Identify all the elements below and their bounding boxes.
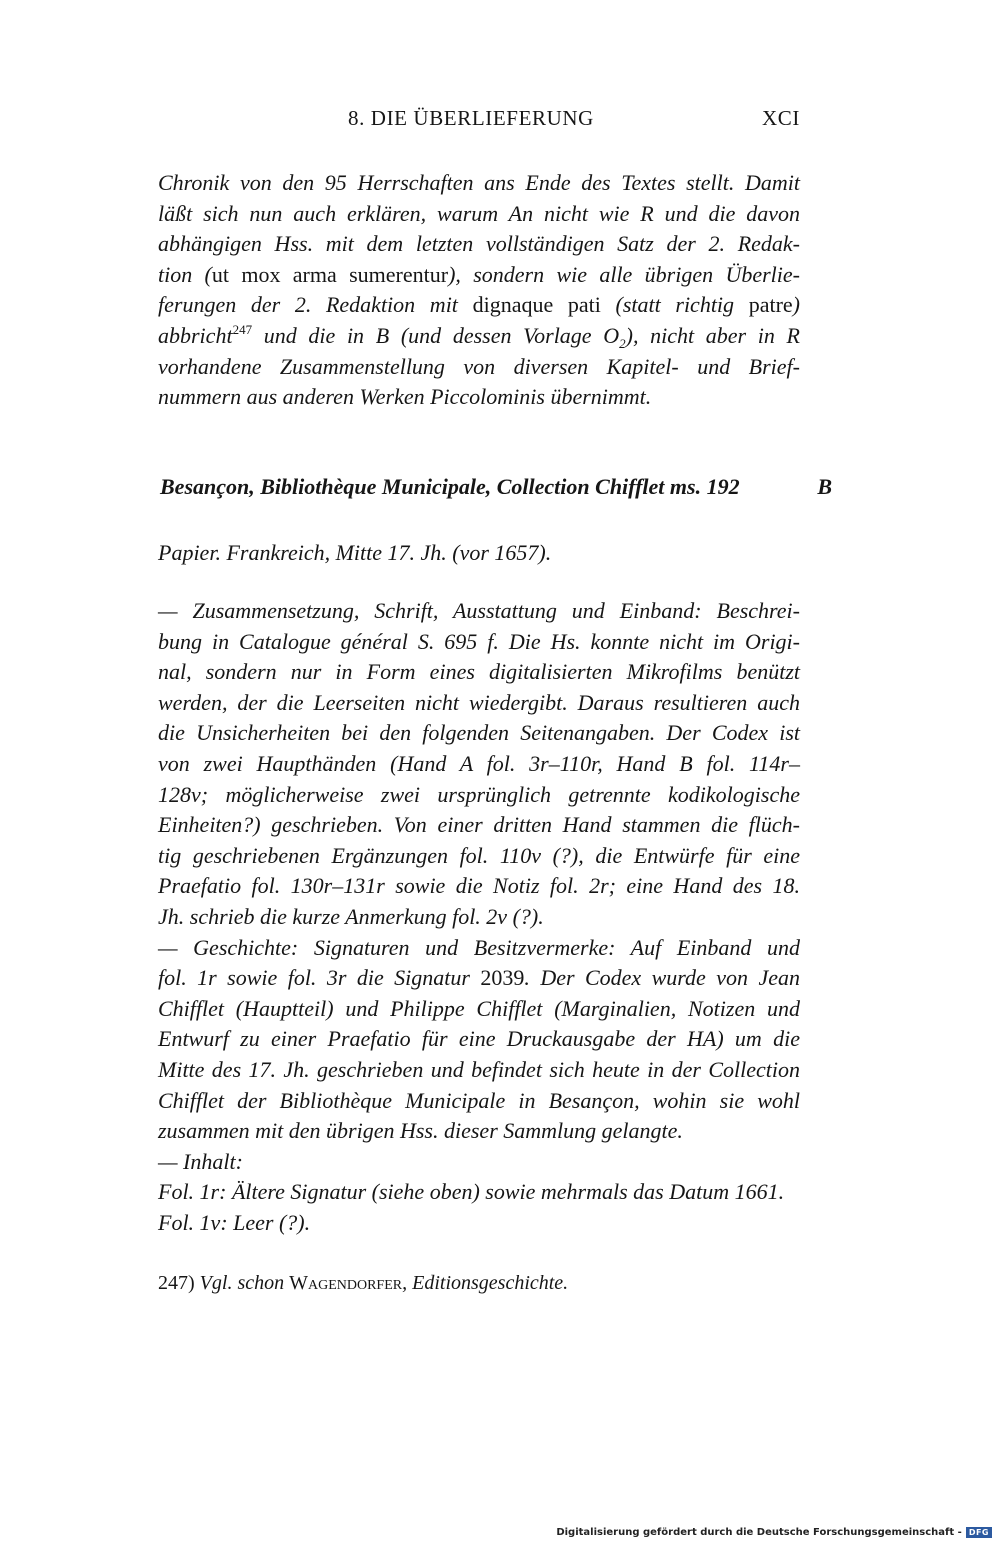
text-line: Chifflet (Hauptteil) und Philippe Chifflet (Marginalien, Notizen und bbox=[158, 995, 800, 1021]
digitization-credit bbox=[556, 1527, 992, 1538]
quoted-latin: dignaque pati bbox=[472, 292, 601, 318]
text-line: läßt sich nun auch erklären, warum An nicht wie R und die davon bbox=[158, 200, 800, 226]
text-line: nummern aus anderen Werken Piccolominis übernimmt. bbox=[158, 384, 652, 410]
text-line: Entwurf zu einer Praefatio für eine Druckausgabe der HA) um die bbox=[158, 1026, 800, 1052]
footnote-marker[interactable]: 247 bbox=[232, 321, 253, 337]
manuscript-title: Besançon, Bibliothèque Municipale, Collection Chifflet ms. 192 bbox=[160, 474, 740, 499]
text-run: ), nicht aber in R bbox=[625, 322, 800, 348]
text-line: abhängigen Hss. mit dem letzten vollständigen Satz der 2. Redak- bbox=[158, 231, 800, 257]
text-line: — Inhalt: bbox=[158, 1148, 243, 1174]
text-line: Mitte des 17. Jh. geschrieben und befindet sich heute in der Collection bbox=[158, 1056, 800, 1082]
text-line bbox=[158, 290, 800, 321]
text-line: Jh. schrieb die kurze Anmerkung fol. 2v (?). bbox=[158, 903, 544, 929]
text-line: Fol. 1r: Ältere Signatur (siehe oben) sowie mehrmals das Datum 1661. bbox=[158, 1179, 785, 1205]
text-run: fol. 1r sowie fol. 3r die Signatur bbox=[158, 965, 481, 991]
paragraph-continuation bbox=[158, 168, 800, 413]
footnote-line bbox=[158, 1268, 800, 1299]
text-line bbox=[158, 963, 800, 994]
running-head-title: 8. DIE ÜBERLIEFERUNG bbox=[348, 106, 594, 130]
text-run: . Der Codex wurde von Jean bbox=[524, 965, 800, 991]
text-run: abbricht bbox=[158, 322, 233, 348]
text-line: nal, sondern nur in Form eines digitalisierten Mikrofilms benützt bbox=[158, 659, 800, 685]
footnote-number: 247) bbox=[158, 1272, 195, 1294]
text-line bbox=[158, 321, 800, 352]
text-line: die Unsicherheiten bei den folgenden Seitenangaben. Der Codex ist bbox=[158, 720, 800, 746]
shelfmark: 2039 bbox=[480, 965, 525, 991]
text-run: ), sondern wie alle übrigen Überlie- bbox=[448, 261, 800, 287]
text-line: werden, der die Leerseiten nicht wiedergibt. Daraus resultieren auch bbox=[158, 689, 800, 715]
text-line: tig geschriebenen Ergänzungen fol. 110v (?), die Entwürfe für eine bbox=[158, 842, 800, 868]
footnote-prefix: Vgl. schon bbox=[199, 1272, 285, 1294]
quoted-latin: ut mox arma sumerentur bbox=[211, 261, 449, 287]
quoted-latin: patre bbox=[748, 292, 793, 318]
text-line: bung in Catalogue général S. 695 f. Die Hs. konnte nicht im Origi- bbox=[158, 628, 800, 654]
credit-text: Digitalisierung gefördert durch die Deutsche Forschungsgemeinschaft - bbox=[556, 1527, 962, 1538]
text-line: — Zusammensetzung, Schrift, Ausstattung und Einband: Beschrei- bbox=[158, 598, 800, 623]
paragraph-description bbox=[158, 596, 800, 1238]
paragraph-material bbox=[158, 538, 800, 569]
text-run: ) bbox=[792, 292, 800, 318]
footnote bbox=[158, 1268, 800, 1299]
text-run: und die in B (und dessen Vorlage O bbox=[252, 322, 620, 348]
text-line: vorhandene Zusammenstellung von diversen Kapitel- und Brief- bbox=[158, 353, 800, 379]
dfg-logo: DFG bbox=[966, 1527, 992, 1538]
section-heading bbox=[160, 474, 832, 500]
text-line: Einheiten?) geschrieben. Von einer dritten Hand stammen die flüch- bbox=[158, 812, 800, 838]
text-line: Praefatio fol. 130r–131r sowie die Notiz fol. 2r; eine Hand des 18. bbox=[158, 873, 800, 899]
text-line: Chronik von den 95 Herrschaften ans Ende des Textes stellt. Damit bbox=[158, 170, 800, 195]
page-number: XCI bbox=[762, 106, 800, 130]
text-line: zusammen mit den übrigen Hss. dieser Sammlung gelangte. bbox=[158, 1118, 683, 1144]
text-line: Papier. Frankreich, Mitte 17. Jh. (vor 1657). bbox=[158, 540, 552, 565]
text-line: 128v; möglicherweise zwei ursprünglich getrennte kodikologische bbox=[158, 781, 800, 807]
manuscript-siglum: B bbox=[817, 474, 832, 499]
footnote-suffix: , Editionsgeschichte. bbox=[402, 1272, 569, 1294]
footnote-author: Wagendorfer bbox=[289, 1272, 403, 1294]
text-line: — Geschichte: Signaturen und Besitzvermerke: Auf Einband und bbox=[158, 934, 800, 960]
text-line: Chifflet der Bibliothèque Municipale in Besançon, wohin sie wohl bbox=[158, 1087, 800, 1113]
text-line: von zwei Haupthänden (Hand A fol. 3r–110r, Hand B fol. 114r– bbox=[158, 750, 800, 776]
text-run: ferungen der 2. Redaktion mit bbox=[158, 292, 473, 318]
text-run: tion ( bbox=[158, 261, 212, 287]
text-run: (statt richtig bbox=[600, 292, 749, 318]
text-line bbox=[158, 260, 800, 291]
text-line: Fol. 1v: Leer (?). bbox=[158, 1209, 311, 1235]
subscript: 2 bbox=[619, 335, 626, 351]
